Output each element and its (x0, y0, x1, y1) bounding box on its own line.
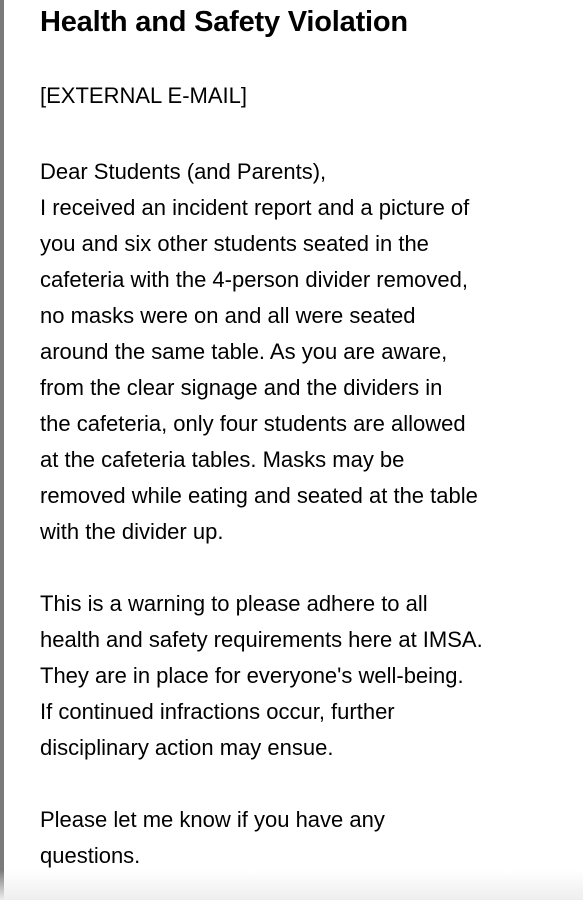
email-paragraph-greeting (40, 154, 576, 550)
body-line: you and six other students seated in the (40, 231, 429, 256)
body-line: I received an incident report and a picture of (40, 195, 470, 220)
email-subject: Health and Safety Violation (40, 6, 408, 38)
body-line: They are in place for everyone's well-being. (40, 663, 464, 688)
body-line: cafeteria with the 4-person divider removed, (40, 267, 468, 292)
body-line: disciplinary action may ensue. (40, 735, 334, 760)
body-line: no masks were on and all were seated (40, 303, 416, 328)
email-paragraph-warning (40, 586, 576, 766)
body-line: health and safety requirements here at IMSA. (40, 627, 483, 652)
email-message (40, 0, 576, 874)
body-line: with the divider up. (40, 519, 224, 544)
body-line: the cafeteria, only four students are allowed (40, 411, 466, 436)
body-line: questions. (40, 843, 141, 868)
bottom-edge-shade (0, 870, 583, 900)
body-line: at the cafeteria tables. Masks may be (40, 447, 405, 472)
body-line: This is a warning to please adhere to all (40, 591, 428, 616)
body-line: removed while eating and seated at the table (40, 483, 478, 508)
body-line: around the same table. As you are aware, (40, 339, 448, 364)
body-line: Please let me know if you have any (40, 807, 385, 832)
body-line: Dear Students (and Parents), (40, 159, 327, 184)
external-email-tag: [EXTERNAL E-MAIL] (40, 83, 248, 108)
body-line: If continued infractions occur, further (40, 699, 395, 724)
email-paragraph-closing (40, 802, 576, 874)
body-line: from the clear signage and the dividers in (40, 375, 443, 400)
window-left-border (0, 0, 4, 900)
